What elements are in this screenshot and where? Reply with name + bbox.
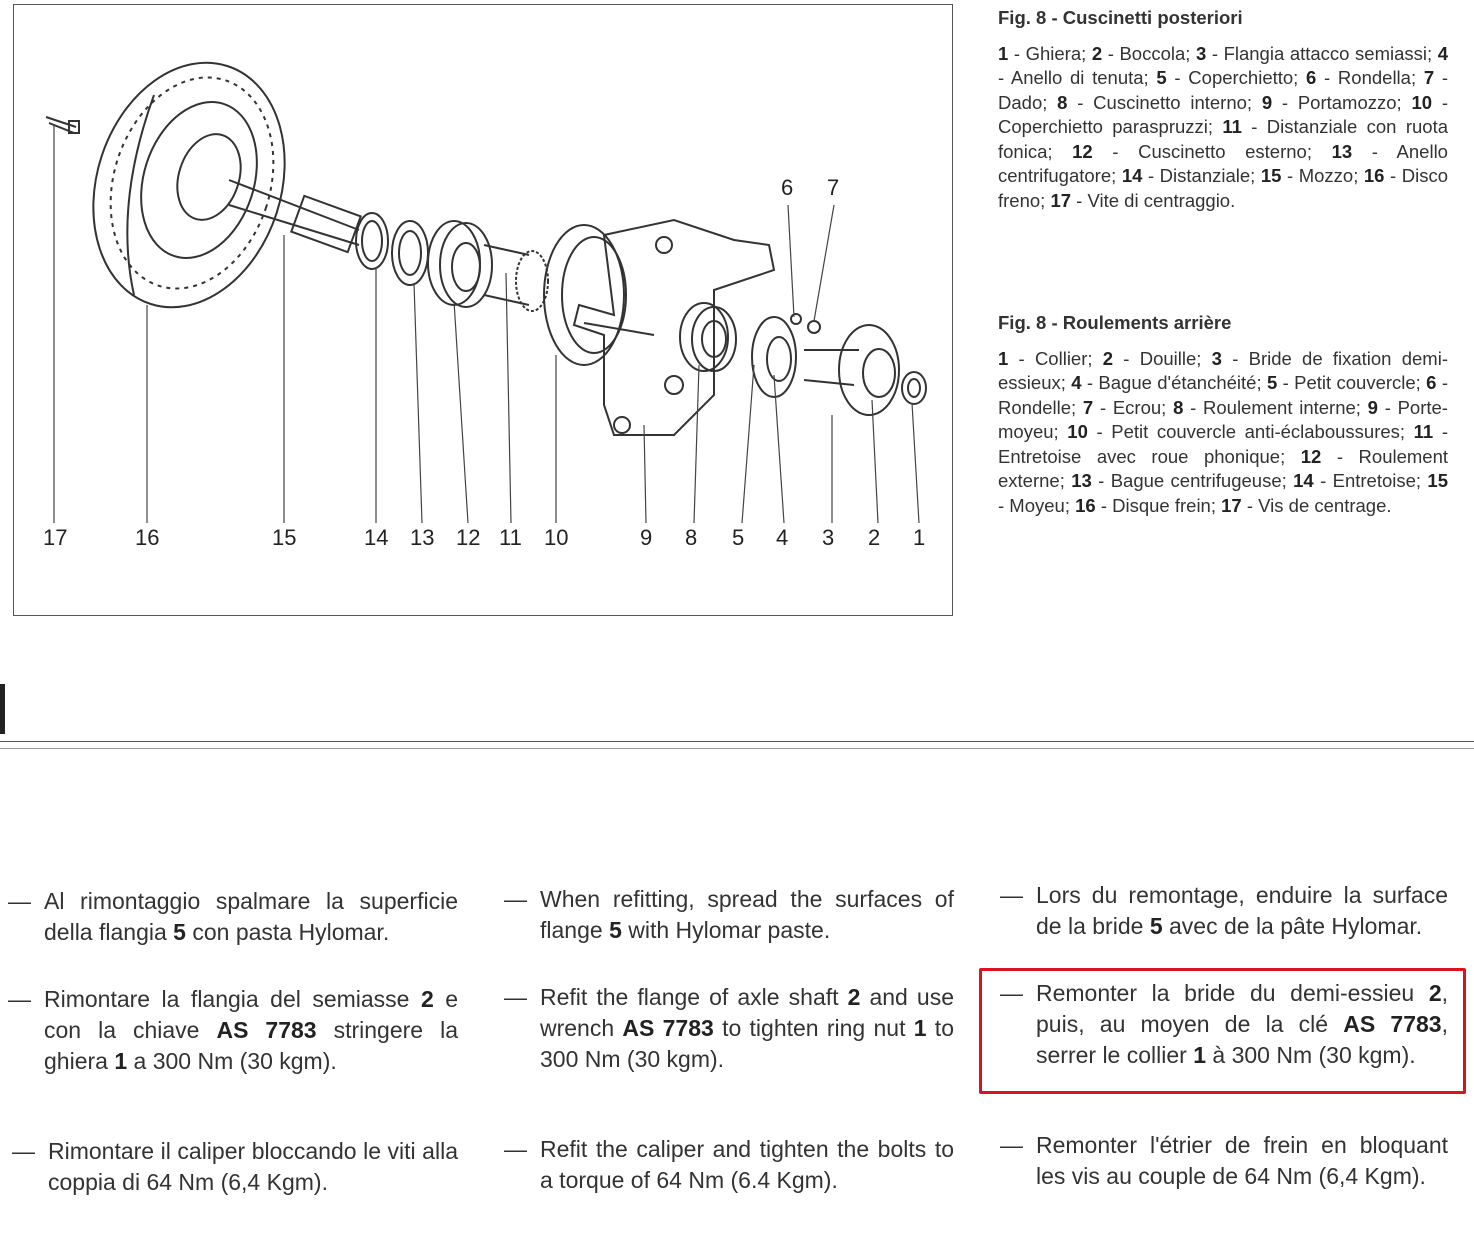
brake-disc-drawing xyxy=(63,38,315,333)
legend-text: - Coperchietto; xyxy=(1166,67,1307,88)
instruction-text: to 300 Nm (30 kgm). xyxy=(540,1015,954,1072)
caption-french xyxy=(998,311,1448,518)
tool-ref: AS 7783 xyxy=(1343,1011,1442,1037)
instruction-text: Al rimontaggio spalmare la superficie della flangia xyxy=(44,888,458,945)
instruction-text: Refit the caliper and tighten the bolts to a torque of 64 Nm (6.4 Kgm). xyxy=(540,1136,954,1193)
instruction-text: , puis, au moyen de la clé xyxy=(1036,980,1448,1037)
legend-number: 5 xyxy=(1156,67,1167,88)
callout-9: 9 xyxy=(640,525,653,550)
callout-14: 14 xyxy=(364,525,389,550)
instruction-text: Remonter la bride du demi-essieu xyxy=(1036,980,1429,1006)
part-ref: 1 xyxy=(913,1015,927,1041)
dash: — xyxy=(504,886,527,912)
legend-number: 9 xyxy=(1367,396,1378,418)
instruction-fr-3 xyxy=(1000,1130,1448,1192)
callout-4: 4 xyxy=(776,525,789,550)
instruction-it-1 xyxy=(8,886,458,948)
caption-italian xyxy=(998,6,1448,213)
legend-text: - Distanziale; xyxy=(1142,165,1261,186)
instruction-text: Rimontare la flangia del semiasse xyxy=(44,986,421,1012)
legend-number: 1 xyxy=(998,42,1009,64)
legend-text: - Roulement interne; xyxy=(1183,396,1368,418)
instruction-text: a 300 Nm (30 kgm). xyxy=(127,1048,337,1074)
legend-number: 4 xyxy=(1437,42,1448,64)
legend-text: - Portamozzo; xyxy=(1272,91,1412,113)
legend-text: - Bague d'étanchéité; xyxy=(1081,372,1267,393)
part-ref: 2 xyxy=(847,984,861,1010)
legend-number: 13 xyxy=(1071,470,1092,491)
legend-text: - Petit couvercle anti-éclaboussures; xyxy=(1087,421,1414,442)
instruction-text: stringere la ghiera xyxy=(44,1017,458,1074)
legend-number: 10 xyxy=(1411,91,1433,113)
part-ref: 2 xyxy=(1428,980,1442,1006)
dash: — xyxy=(8,986,31,1012)
legend-text: - Rondelle; xyxy=(998,372,1448,418)
margin-marker xyxy=(0,684,5,734)
instruction-text: avec de la pâte Hylomar. xyxy=(1162,913,1423,939)
legend-number: 15 xyxy=(1260,165,1282,186)
legend-number: 17 xyxy=(1221,494,1242,516)
legend-number: 8 xyxy=(1173,396,1184,418)
legend-number: 2 xyxy=(1102,347,1114,369)
legend-text: - Disco freno; xyxy=(998,165,1448,211)
callout-12: 12 xyxy=(456,525,481,550)
part-ref: 5 xyxy=(609,917,622,943)
part-ref: 5 xyxy=(173,919,186,945)
page-divider xyxy=(0,741,1474,742)
dash: — xyxy=(504,984,527,1010)
instruction-en-2 xyxy=(504,982,954,1075)
instruction-text: con pasta Hylomar. xyxy=(185,919,390,945)
callout-13: 13 xyxy=(410,525,435,550)
instruction-it-3 xyxy=(12,1136,458,1198)
legend-number: 8 xyxy=(1057,91,1068,113)
instruction-text: e con la chiave xyxy=(44,986,458,1043)
legend-text: - Distanziale con ruota fonica; xyxy=(998,116,1448,162)
legend-text: - Moyeu; xyxy=(998,494,1076,516)
legend-number: 12 xyxy=(1072,140,1093,162)
legend-number: 4 xyxy=(1071,372,1082,393)
exploded-view-figure xyxy=(13,4,953,616)
dash: — xyxy=(8,888,31,914)
legend-number: 11 xyxy=(1222,116,1242,137)
legend-text: - Entretoise; xyxy=(1313,470,1428,491)
tool-ref: AS 7783 xyxy=(622,1015,714,1041)
legend-number: 6 xyxy=(1426,372,1437,393)
legend-text: - Bride de fixation demi-essieux; xyxy=(998,347,1448,393)
legend-text: - Collier; xyxy=(1008,347,1103,369)
legend-number: 13 xyxy=(1331,140,1353,162)
legend-number: 12 xyxy=(1300,445,1322,467)
legend-number: 9 xyxy=(1261,91,1273,113)
legend-number: 2 xyxy=(1091,42,1103,64)
centering-screw-drawing xyxy=(46,117,79,133)
legend-text: - Ghiera; xyxy=(1008,42,1092,64)
legend-text: - Rondella; xyxy=(1316,67,1424,88)
callout-7: 7 xyxy=(827,175,840,200)
caption-french-body xyxy=(998,347,1448,519)
part-ref: 5 xyxy=(1149,913,1163,939)
caption-italian-title: Fig. 8 - Cuscinetti posteriori xyxy=(998,7,1243,28)
legend-number: 16 xyxy=(1075,494,1096,516)
highlight-box xyxy=(979,968,1466,1094)
legend-number: 5 xyxy=(1266,372,1278,393)
callout-2: 2 xyxy=(868,525,881,550)
dash: — xyxy=(1000,882,1023,908)
part-ref: 2 xyxy=(420,986,434,1012)
instruction-en-1 xyxy=(504,884,954,946)
legend-text: - Dado; xyxy=(998,67,1448,113)
legend-number: 16 xyxy=(1363,165,1385,186)
callout-8: 8 xyxy=(685,525,698,550)
legend-number: 17 xyxy=(1050,189,1072,211)
dash: — xyxy=(1000,980,1023,1006)
callout-15: 15 xyxy=(272,525,297,550)
legend-number: 1 xyxy=(998,347,1009,369)
hub-shaft-drawing xyxy=(229,180,361,252)
legend-text: - Flangia attacco semiassi; xyxy=(1206,42,1438,64)
callout-10: 10 xyxy=(544,525,569,550)
callout-1: 1 xyxy=(913,525,926,550)
legend-text: - Porte-moyeu; xyxy=(998,396,1448,442)
legend-number: 14 xyxy=(1293,470,1314,491)
legend-text: - Coperchietto paraspruzzi; xyxy=(998,91,1448,137)
part-ref: 1 xyxy=(114,1048,128,1074)
legend-text: - Bague centrifugeuse; xyxy=(1091,470,1294,491)
legend-number: 14 xyxy=(1121,165,1143,186)
instruction-fr-1 xyxy=(1000,880,1448,942)
instruction-text: with Hylomar paste. xyxy=(621,917,831,943)
callout-16: 16 xyxy=(135,525,160,550)
callout-11: 11 xyxy=(499,525,522,550)
legend-number: 7 xyxy=(1082,396,1094,418)
legend-text: - Anello centrifugatore; xyxy=(998,140,1448,186)
legend-number: 10 xyxy=(1067,421,1088,442)
legend-text: - Cuscinetto esterno; xyxy=(1092,140,1332,162)
callout-17: 17 xyxy=(43,525,68,550)
legend-text: - Anello di tenuta; xyxy=(998,67,1157,88)
instruction-text: When refitting, spread the surfaces of flange xyxy=(540,886,954,943)
dash: — xyxy=(504,1136,527,1162)
legend-number: 3 xyxy=(1211,347,1222,369)
legend-number: 11 xyxy=(1413,421,1434,442)
legend-number: 7 xyxy=(1423,67,1435,88)
legend-text: - Disque frein; xyxy=(1095,494,1222,516)
legend-text: - Mozzo; xyxy=(1281,165,1364,186)
caption-french-title: Fig. 8 - Roulements arrière xyxy=(998,312,1232,333)
legend-text: - Boccola; xyxy=(1102,42,1196,64)
legend-text: - Douille; xyxy=(1113,347,1212,369)
instruction-en-3 xyxy=(504,1134,954,1196)
legend-text: - Vite di centraggio. xyxy=(1071,189,1236,211)
instruction-text: , serrer le collier xyxy=(1036,1011,1448,1068)
legend-number: 6 xyxy=(1306,67,1317,88)
tool-ref: AS 7783 xyxy=(216,1017,317,1043)
callout-5: 5 xyxy=(732,525,745,550)
legend-text: - Ecrou; xyxy=(1093,396,1174,418)
instruction-text: Rimontare il caliper bloccando le viti alla coppia di 64 Nm (6,4 Kgm). xyxy=(48,1138,458,1195)
instruction-text: to tighten ring nut xyxy=(713,1015,914,1041)
dash: — xyxy=(1000,1132,1023,1158)
instruction-text: Lors du remontage, enduire la surface de la bride xyxy=(1036,882,1448,939)
instruction-text: and use wrench xyxy=(540,984,954,1041)
legend-number: 3 xyxy=(1195,42,1207,64)
callout-6: 6 xyxy=(781,175,794,200)
caption-italian-body xyxy=(998,42,1448,214)
page-divider-secondary xyxy=(0,748,1474,749)
callout-3: 3 xyxy=(822,525,835,550)
dash: — xyxy=(12,1138,35,1164)
legend-text: - Roulement externe; xyxy=(998,445,1449,491)
instruction-it-2 xyxy=(8,984,458,1077)
legend-text: - Cuscinetto interno; xyxy=(1067,91,1262,113)
legend-text: - Petit couvercle; xyxy=(1277,372,1427,393)
legend-text: - Entretoise avec roue phonique; xyxy=(998,421,1448,467)
instruction-text: Refit the flange of axle shaft xyxy=(540,984,848,1010)
instruction-text: Remonter l'étrier de frein en bloquant les vis au couple de 64 Nm (6,4 Kgm). xyxy=(1036,1132,1448,1189)
legend-text: - Vis de centrage. xyxy=(1241,494,1392,516)
instruction-text: à 300 Nm (30 kgm). xyxy=(1206,1042,1416,1068)
part-ref: 1 xyxy=(1193,1042,1207,1068)
legend-number: 15 xyxy=(1427,470,1448,491)
